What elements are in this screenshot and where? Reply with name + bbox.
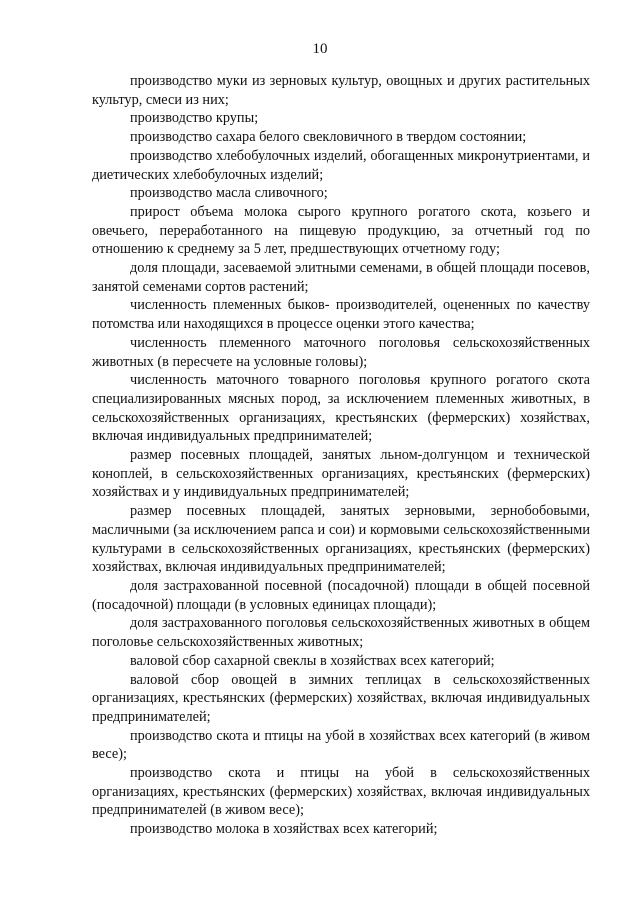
list-item: производство муки из зерновых культур, овощных и других растительных культур, смеси из них; [92,73,590,108]
list-item: производство скота и птицы на убой в хозяйствах всех категорий (в живом весе); [92,727,590,763]
document-body [92,72,590,839]
list-item: производство крупы; [130,110,259,127]
list-item: доля застрахованной посевной (посадочной) площади в общей посевной (посадочной) площади (в условных единицах площади); [92,577,590,613]
list-item: численность маточного товарного поголовья крупного рогатого скота специализированных мясных пород, за исключением племенных животных, в сельскохозяйственных организациях, крестьянских (фермерских) хозяйствах, включая индивидуальных предпринимателей; [92,372,590,445]
list-item: доля площади, засеваемой элитными семенами, в общей площади посевов, занятой семенами сортов растений; [92,260,590,295]
list-item: производство молока в хозяйствах всех категорий; [130,821,438,838]
list-item: валовой сбор сахарной свеклы в хозяйствах всех категорий; [130,652,495,669]
page-number: 10 [312,41,328,57]
list-item: производство сахара белого свекловичного в твердом состоянии; [130,129,527,146]
list-item: численность племенных быков- производителей, оцененных по качеству потомства или находящихся в процессе оценки этого качества; [92,297,590,333]
list-item: прирост объема молока сырого крупного рогатого скота, козьего и овечьего, переработанного на пищевую продукцию, за отчетный год по отношению к среднему за 5 лет, предшествующих отчетному году; [92,203,590,258]
list-item: размер посевных площадей, занятых зерновыми, зернобобовыми, масличными (за исключением рапса и сои) и кормовыми сельскохозяйственными культурами в сельскохозяйственных организациях, крестьянских (фермерских) хозяйствах, включая индивидуальных предпринимателей; [92,503,590,576]
list-item: производство масла сливочного; [130,185,328,202]
list-item: доля застрахованного поголовья сельскохозяйственных животных в общем поголовье сельскохозяйственных животных; [92,615,590,651]
list-item: численность племенного маточного поголовья сельскохозяйственных животных (в пересчете на условные головы); [92,334,590,370]
list-item: размер посевных площадей, занятых льном-долгунцом и технической коноплей, в сельскохозяйственных организациях, крестьянских (фермерских) хозяйствах и у индивидуальных предпринимателей; [92,447,590,501]
list-item: производство скота и птицы на убой в сельскохозяйственных организациях, крестьянских (фермерских) хозяйствах, включая индивидуальных предпринимателей (в живом весе); [92,765,590,819]
list-item: производство хлебобулочных изделий, обогащенных микронутриентами, и диетических хлебобулочных изделий; [92,147,590,183]
list-item: валовой сбор овощей в зимних теплицах в сельскохозяйственных организациях, крестьянских (фермерских) хозяйствах, включая индивидуальных предпринимателей; [92,671,590,725]
